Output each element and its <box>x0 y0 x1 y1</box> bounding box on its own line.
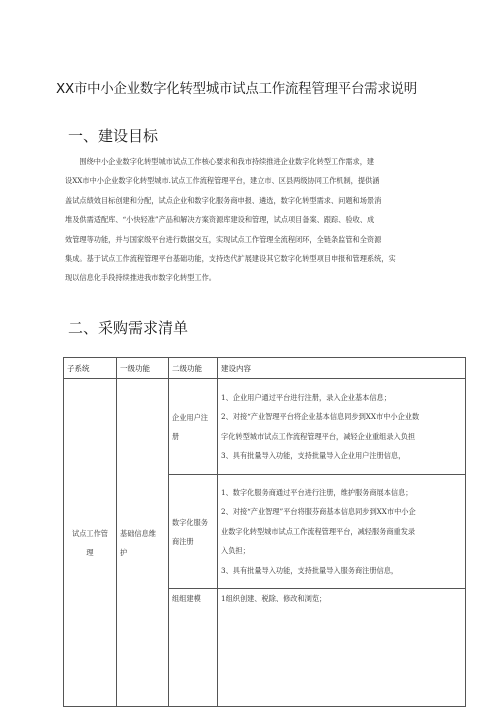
paragraph-line: 围绕中小企业数字化转型城市试点工作核心要求和我市持续推进企业数字化转型工作需求，建 <box>65 157 375 166</box>
paragraph-line: 设XX市中小企业数字化转型城市.试点工作流程管理平台，建立市、区县两级协同工作机制，提供涵 <box>65 176 380 186</box>
paragraph-line: 盖试点绩效目标创建和分配，试点企业和数字化服务商申报、遴选，数字化转型需求、问题和场景消 <box>65 195 382 205</box>
paragraph-line: 堆及供需适配库、“小快轻准”产品和解决方案资源库建设和管理，试点项目备案、跟踪、验收、成 <box>65 215 375 225</box>
paragraph-line: 集成。基于试点工作流程管理平台基础功能，支持迭代扩展建设其它数字化转型项目申报和管理系统，实 <box>65 254 396 264</box>
content-cell <box>218 379 466 475</box>
level2-cell <box>169 475 218 589</box>
level2-label: 企业用户注册 <box>172 412 208 441</box>
section-heading-procurement: 二、采购需求清单 <box>68 319 189 337</box>
level2-cell <box>169 589 218 707</box>
content-cell <box>218 589 466 707</box>
level1-cell <box>117 379 169 707</box>
content-line: 1、数字化服务商通过平台进行注册，维护服务商展本信息； <box>221 487 413 497</box>
content-line: 业数字化转型城市试点工作流程管理平台，减轻服务商重发录 <box>221 526 416 536</box>
level2-label: 组组建模 <box>172 594 201 603</box>
document-title: XX市中小企业数字化转型城市试点工作流程管理平台需求说明 <box>56 82 417 97</box>
level2-label: 数字化服务商注册 <box>172 517 208 546</box>
subsystem-cell <box>64 379 117 707</box>
table-row <box>64 379 466 475</box>
content-cell <box>218 475 466 589</box>
content-line: 2、对接“产业智理”平台将服芬商基本信息同步到XX市中小企 <box>221 507 416 517</box>
paragraph-line: 现以信息化手段持续推进我市数字化转型工作。 <box>65 273 216 283</box>
level2-cell <box>169 379 218 475</box>
header-subsystem: 子系统 <box>64 358 117 379</box>
content-line: 3、具有批量导入功能，支持批量导入服务商注册信息， <box>221 565 399 575</box>
subsystem-label: 试点工作管理 <box>72 528 108 557</box>
goals-paragraph <box>65 152 440 288</box>
level1-label: 基础信息维护 <box>120 528 156 557</box>
content-line: 1组织创建、税除、修改和浏览； <box>221 594 327 603</box>
header-content: 建设内容 <box>218 358 466 379</box>
content-line: 3、具有批量导入功能，支持批量导入企业用户注册信息， <box>221 451 406 460</box>
header-level2: 二级功能 <box>169 358 218 379</box>
content-line: 2、对接“产业智理平台将企业基本信息同步到XX市中小企业数 <box>221 412 420 421</box>
table-header-row <box>64 358 466 379</box>
content-line: 字化转型城市试点工作流程管理平台，减轻企业重组录入负担 <box>221 431 416 441</box>
section-heading-goals: 一、建设目标 <box>68 127 159 145</box>
paragraph-line: 效管理等功能，并与国家级平台进行数据交互，实现试点工作管理全流程闭环，全链条监管和全资源 <box>65 234 382 244</box>
content-line: 1、企业用户通过平台进行注册，录入企业基本信息； <box>221 392 391 402</box>
requirements-table <box>63 357 466 707</box>
header-level1: 一级功能 <box>117 358 169 379</box>
content-line: 入负担； <box>221 546 250 556</box>
